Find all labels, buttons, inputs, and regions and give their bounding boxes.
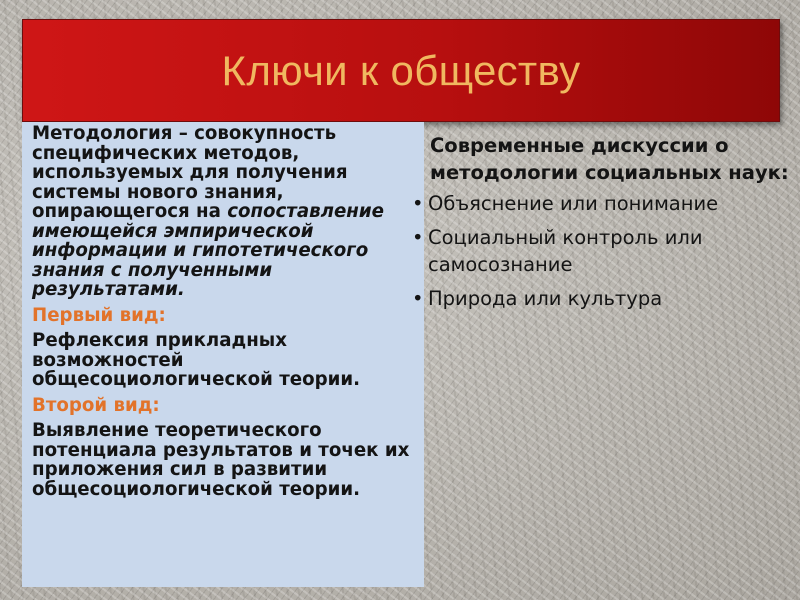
- bullet-text: Социальный контроль или самосознание: [428, 226, 703, 276]
- bullet-item-explanation: [412, 190, 792, 217]
- definition-panel: [22, 122, 424, 587]
- first-kind-label: Первый вид:: [32, 304, 166, 326]
- discussions-block: [412, 132, 792, 319]
- bullet-text: Объяснение или понимание: [428, 192, 719, 215]
- first-kind-text: Рефлексия прикладных возможностей общесоциологической теории.: [32, 330, 360, 390]
- methodology-definition: [32, 124, 420, 300]
- definition-text-block: [32, 124, 420, 505]
- bullet-item-social-control: [412, 224, 792, 278]
- discussions-heading: Современные дискуссии о методологии социальных наук:: [430, 134, 789, 184]
- definition-italic-text: сопоставление имеющейся эмпирической информации и гипотетического знания с полученными результатами.: [32, 201, 384, 300]
- bullet-icon: •: [412, 192, 424, 215]
- definition-plain-text: Методология – совокупность специфических методов, используемых для получения системы нового знания, опирающегося на: [32, 123, 348, 222]
- title-banner: [22, 19, 780, 122]
- bullet-icon: •: [412, 226, 424, 249]
- bullet-icon: •: [412, 287, 424, 310]
- second-kind-label: Второй вид:: [32, 394, 160, 416]
- second-kind-text: Выявление теоретического потенциала результатов и точек их приложения сил в развитии общесоциологической теории.: [32, 420, 410, 500]
- bullet-item-nature-culture: [412, 285, 792, 312]
- slide-title: Ключи к обществу: [221, 46, 581, 94]
- bullet-text: Природа или культура: [428, 287, 663, 310]
